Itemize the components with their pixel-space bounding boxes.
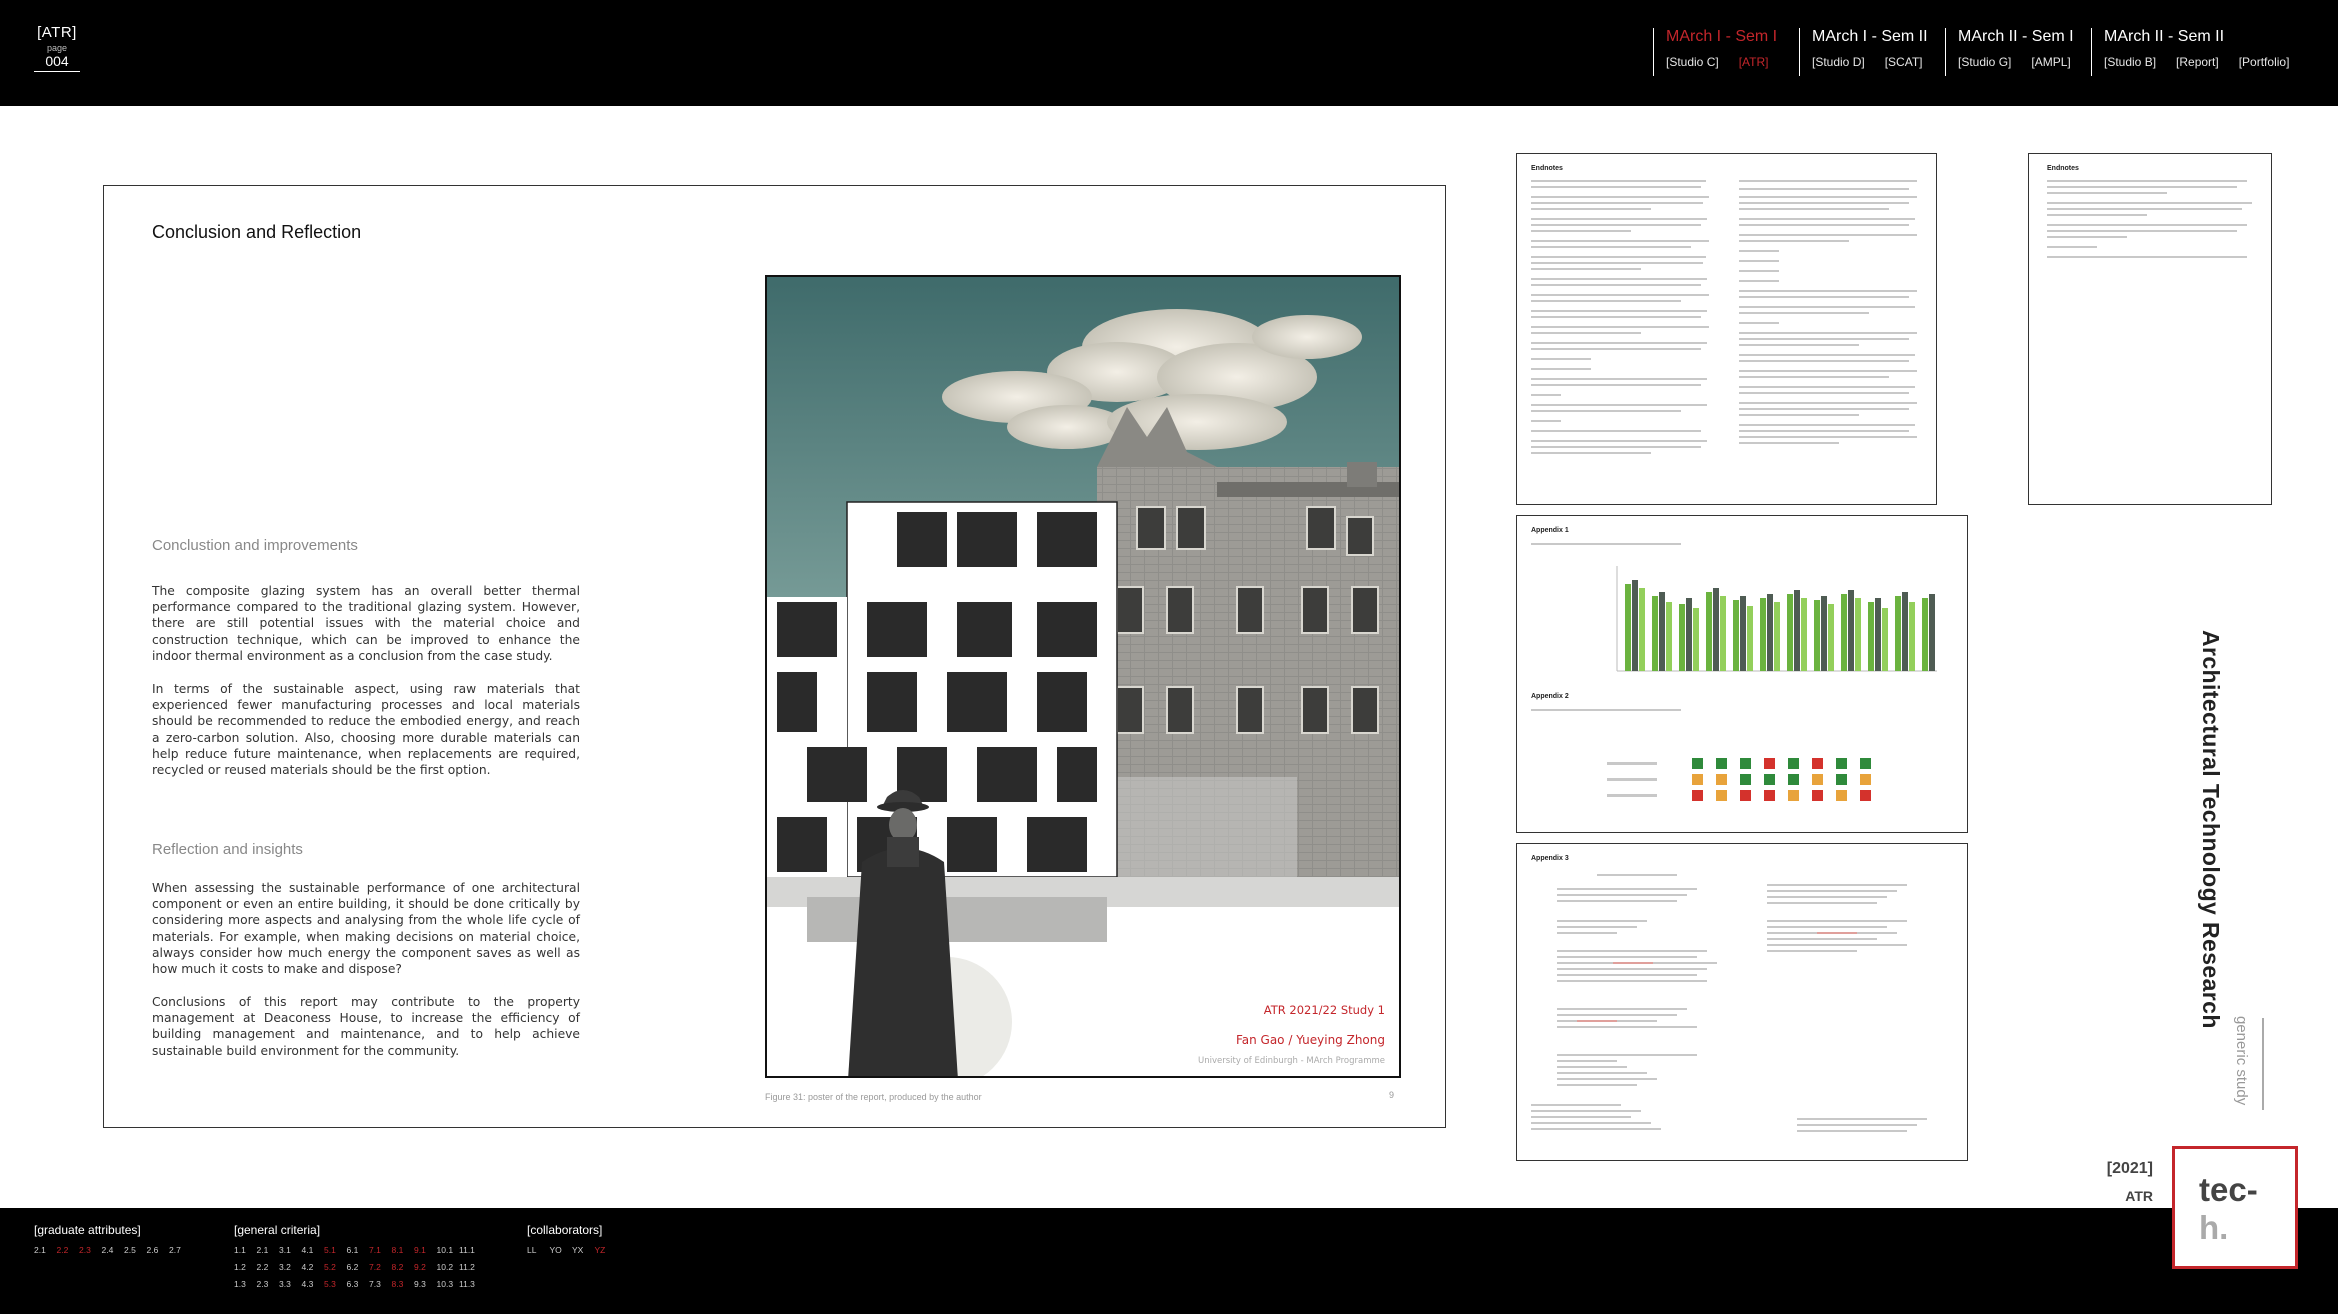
criterion: 4.1 <box>301 1245 314 1255</box>
criterion: 6.2 <box>346 1262 359 1272</box>
criterion: 3.1 <box>279 1245 291 1255</box>
graduate-attribute: 2.3 <box>79 1245 91 1255</box>
graduate-attribute: 2.2 <box>56 1245 69 1255</box>
year-label: [2021] <box>2106 1160 2153 1177</box>
figure-caption: Figure 31: poster of the report, produced by the author <box>765 1092 982 1102</box>
thumbnail-title: Appendix 3 <box>1531 855 1569 862</box>
criterion: 4.3 <box>301 1279 314 1289</box>
nav-link-studio-d[interactable]: [Studio D] <box>1812 55 1865 69</box>
collaborators-heading: [collaborators] <box>527 1223 603 1237</box>
criterion: 5.2 <box>324 1262 336 1272</box>
thumbnail-title: Appendix 2 <box>1531 693 1569 700</box>
nav-group-march1-sem1 <box>1653 28 1799 76</box>
criterion: 7.2 <box>369 1262 381 1272</box>
criterion: 1.3 <box>234 1279 246 1289</box>
endnotes-text-lines <box>1517 154 1937 505</box>
thumbnail-appendix-3[interactable] <box>1516 843 1968 1161</box>
criterion: 11.2 <box>459 1262 475 1272</box>
page-label: page <box>46 43 68 53</box>
criterion: 8.1 <box>391 1245 404 1255</box>
criterion: 11.3 <box>459 1279 475 1289</box>
nav-link-ampl[interactable]: [AMPL] <box>2031 55 2071 69</box>
criterion: 10.2 <box>436 1262 454 1272</box>
page-tag-label: [ATR] <box>37 24 77 41</box>
criterion: 1.1 <box>234 1245 246 1255</box>
report-poster <box>765 275 1401 1078</box>
criterion: 9.3 <box>414 1279 426 1289</box>
nav-link-studio-c[interactable]: [Studio C] <box>1666 55 1719 69</box>
criterion: 1.2 <box>234 1262 246 1272</box>
poster-title: ATR 2021/22 Study 1 <box>1263 1003 1385 1017</box>
criterion: 7.3 <box>369 1279 381 1289</box>
criterion: 4.2 <box>301 1262 314 1272</box>
appendix-charts <box>1517 516 1968 833</box>
graduate-attribute: 2.4 <box>101 1245 114 1255</box>
nav-link-studio-b[interactable]: [Studio B] <box>2104 55 2157 69</box>
logo-line-2: h. <box>2199 1209 2229 1246</box>
criterion: 9.1 <box>414 1245 426 1255</box>
endnotes-continued-text-lines <box>2029 154 2272 505</box>
poster-authors: Fan Gao / Yueying Zhong <box>1235 1033 1385 1047</box>
criterion: 7.1 <box>369 1245 381 1255</box>
thumbnail-title: Endnotes <box>2047 165 2079 172</box>
criteria-row <box>234 1262 482 1272</box>
page-number: 004 <box>34 53 80 72</box>
collaborator-initials: YX <box>572 1245 584 1255</box>
top-bar <box>0 0 2338 106</box>
course-label: ATR <box>2125 1188 2153 1204</box>
section-vertical-title: Architectural Technology Research <box>2198 630 2224 1029</box>
vertical-divider <box>2262 1018 2264 1110</box>
nav-semester-title[interactable]: MArch II - Sem II <box>2104 28 2225 45</box>
criterion: 8.2 <box>391 1262 404 1272</box>
poster-institution: University of Edinburgh - MArch Programme <box>1198 1056 1385 1066</box>
section-heading-reflection: Reflection and insights <box>152 841 303 858</box>
nav-link-studio-g[interactable]: [Studio G] <box>1958 55 2012 69</box>
figure-page-number: 9 <box>1389 1090 1395 1100</box>
criterion: 5.1 <box>324 1245 336 1255</box>
paragraph-reflection-1: When assessing the sustainable performance of one architectural component or even an entire building, it should be done critically by considering more aspects and analysing from the whole life cycle of materials. For example, when making decisions on material choice, always consider how much energy the component saves as well as how much it costs to make and dispose? <box>152 881 580 977</box>
criterion: 2.1 <box>256 1245 269 1255</box>
collaborator-initials: LL <box>527 1245 537 1255</box>
paragraph-reflection-2: Conclusions of this report may contribute to the property management at Deaconess House, to increase the efficiency of building management and maintenance, and to help achieve sustainable build environment for the community. <box>152 995 580 1058</box>
logo-line-1: tec- <box>2199 1171 2258 1208</box>
collaborator-initials: YO <box>549 1245 562 1255</box>
criterion: 5.3 <box>324 1279 336 1289</box>
tech-logo[interactable] <box>2172 1146 2298 1269</box>
graduate-attribute: 2.7 <box>169 1245 181 1255</box>
collaborators-row <box>527 1245 617 1255</box>
page-tag <box>34 24 80 72</box>
criterion: 3.2 <box>279 1262 291 1272</box>
criterion: 2.3 <box>256 1279 269 1289</box>
section-vertical-subtitle: generic study <box>2233 1016 2250 1106</box>
nav-link-report[interactable]: [Report] <box>2176 55 2219 69</box>
nav-semester-title[interactable]: MArch I - Sem I <box>1666 28 1778 45</box>
criterion: 10.1 <box>436 1245 454 1255</box>
criterion: 3.3 <box>279 1279 291 1289</box>
thumbnail-appendix-1-2[interactable] <box>1516 515 1968 833</box>
criterion: 6.1 <box>346 1245 359 1255</box>
graduate-attribute: 2.6 <box>146 1245 159 1255</box>
criterion: 6.3 <box>346 1279 359 1289</box>
paragraph-conclusion-2: In terms of the sustainable aspect, using raw materials that experienced fewer manufacturing processes and local materials should be recommended to reduce the embodied energy, and reach a zero-carbon solution. Also, choosing more durable materials can help reduce future maintenance, when replacements are required, recycled or reused materials should be the first option. <box>152 682 580 778</box>
nav-group-march2-sem1 <box>1945 28 2091 76</box>
criterion: 11.1 <box>459 1245 475 1255</box>
criterion: 2.2 <box>256 1262 269 1272</box>
section-heading-conclusion: Conclustion and improvements <box>152 537 358 554</box>
graduate-attributes-row <box>34 1245 192 1255</box>
general-criteria-heading: [general criteria] <box>234 1223 321 1237</box>
thumbnail-title: Endnotes <box>1531 165 1563 172</box>
nav-link-portfolio[interactable]: [Portfolio] <box>2238 55 2290 69</box>
criterion: 10.3 <box>436 1279 454 1289</box>
thumbnail-endnotes[interactable] <box>1516 153 1937 505</box>
criterion: 8.3 <box>391 1279 404 1289</box>
nav-link-scat[interactable]: [SCAT] <box>1884 55 1923 69</box>
nav-semester-title[interactable]: MArch I - Sem II <box>1812 28 1928 45</box>
nav-link-atr[interactable]: [ATR] <box>1738 55 1769 69</box>
collaborator-initials: YZ <box>594 1245 606 1255</box>
paragraph-conclusion-1: The composite glazing system has an overall better thermal performance compared to the traditional glazing system. However, there are still potential issues with the material choice and construction technique, which can be improved to enhance the indoor thermal environment as a conclusion from the case study. <box>152 584 580 663</box>
appendix-survey-lines <box>1517 844 1968 1161</box>
criteria-row <box>234 1245 482 1255</box>
graduate-attribute: 2.1 <box>34 1245 46 1255</box>
report-page <box>103 185 1446 1128</box>
nav-group-march1-sem2 <box>1799 28 1945 76</box>
poster-illustration <box>767 277 1401 1078</box>
nav-semester-title[interactable]: MArch II - Sem I <box>1958 28 2074 45</box>
page-title: Conclusion and Reflection <box>152 222 362 242</box>
thumbnail-title: Appendix 1 <box>1531 527 1569 534</box>
semester-nav <box>1653 28 2311 76</box>
graduate-attribute: 2.5 <box>124 1245 136 1255</box>
criteria-row <box>234 1279 482 1289</box>
graduate-attributes-heading: [graduate attributes] <box>34 1223 141 1237</box>
bottom-bar <box>0 1208 2338 1314</box>
nav-group-march2-sem2 <box>2091 28 2311 76</box>
thumbnail-endnotes-continued[interactable] <box>2028 153 2272 505</box>
criterion: 9.2 <box>414 1262 426 1272</box>
